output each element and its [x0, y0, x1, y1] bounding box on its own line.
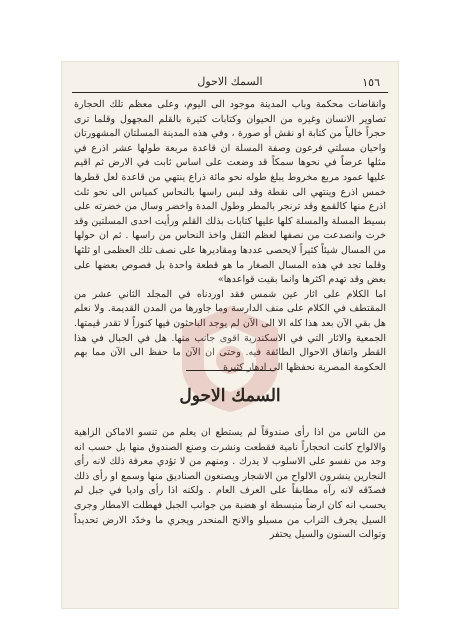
article-body — [74, 98, 386, 375]
body-paragraph: اما الكلام على اثار عين شمس فقد اوردناه في المجلد الثاني عشر من المقتطف في الكلام على منف الدارسة وما جاورها من المدن القديمة. ولا نعلم هل بقي الآن بعد هذا كله الا الى الآن لم يوجد الباحثون فيها كنوزاً لا تقدر قيمتها. الجمعية والاثار التي في الاسكندرية اقوى جانب منها. هل في الجبال في هذا القطر واتفاق الاحوال الطائفة فيه. وحتى ان الآن ما حفظ الى الآن مما بهم الحكومة المصرية نحفظها الى ادهار كثيرة — [74, 288, 386, 373]
header-rule — [72, 92, 388, 93]
section-title: السمك الاحول — [179, 386, 281, 406]
section-body — [74, 426, 386, 543]
page-number: ١٥٦ — [362, 76, 380, 89]
running-title: السمك الاحول — [197, 75, 263, 88]
page-header — [72, 72, 388, 94]
body-paragraph: وانقاضات محكمة وباب المدينة موجود الى اليوم، وعلى معظم تلك الحجارة تصاوير الانسان وغيره من الحيوان وكتابات كثيرة بالقلم المجهول وقلما ترى حجراً خالياً من كتابة او نقش أو صورة ، وفي هذه المدينة المسلتان المشهورتان واحيان مسلتي فرعون وصفة المسلة ان قاعدة مربعة طولها عشر اذرع في مثلها عرضاً في نحوها سمكاً قد وضعت على اساس ثابت في الارض ثم اقيم عليها عمود مربع مخروط يبلغ طوله نحو مائة ذراع ينتهي من قاعدة لعل قطرها خمس اذرع وينتهي الى نقطة وقد لبس راسها بالنحاس كمياس الى نحو ثلث اذرع منها كالقمع وقد ترنجر بالمطر وطول المدة واخضر وسال من خضرته على بسيط المسلة والمسلة كلها عليها كتابات بذلك القلم ورأيت احدى المسلتين وقد خرت وانصدعت من نصفها لعظم الثقل واخذ النحاس من راسها . ثم ان حولها من المسال شيئاً كثيراً لايحصى عددها ومقاديرها على نصف تلك العظمى او ثلثها وقلما تجد في هذه المسال الصغار ما هو قطعة واحدة بل فصوص بعضها على بعض وقد تهدم اكثرها وانما بقيت قواعدها» — [74, 99, 386, 286]
section-paragraph: من الناس من اذا رأى صندوقاً لم يستطع ان يعلم من تنسو الاماكن الزاهية والالواح كانت انحجاراً نامية فقطعت ونشرت وصنع الصندوق منها بل حسب انه وجد من نفسو على الاسلوب لا يدرك . ومنهم من لا تؤدي معرفة ذلك لانه رأى النجارين ينشرون الالواح من الاشجار ويصنعون الصناديق منها وسمع او رأى ذلك فصدّقه لانه رآه مطابقاً على العرف العام . ولكنه اذا رأى واديا في جبل لم يحسب انه كان ارضاً منبسطة او هضبة من جوانب الجبل فهطلت الامطار وجرى السيل يجرف التراب من مسيلو والانح المنحدر ويجري ما وخدّد الارض تحديداً وتوالت السنون والسيل يحتفر — [74, 427, 386, 541]
section-divider — [186, 370, 274, 371]
book-page — [62, 62, 398, 608]
